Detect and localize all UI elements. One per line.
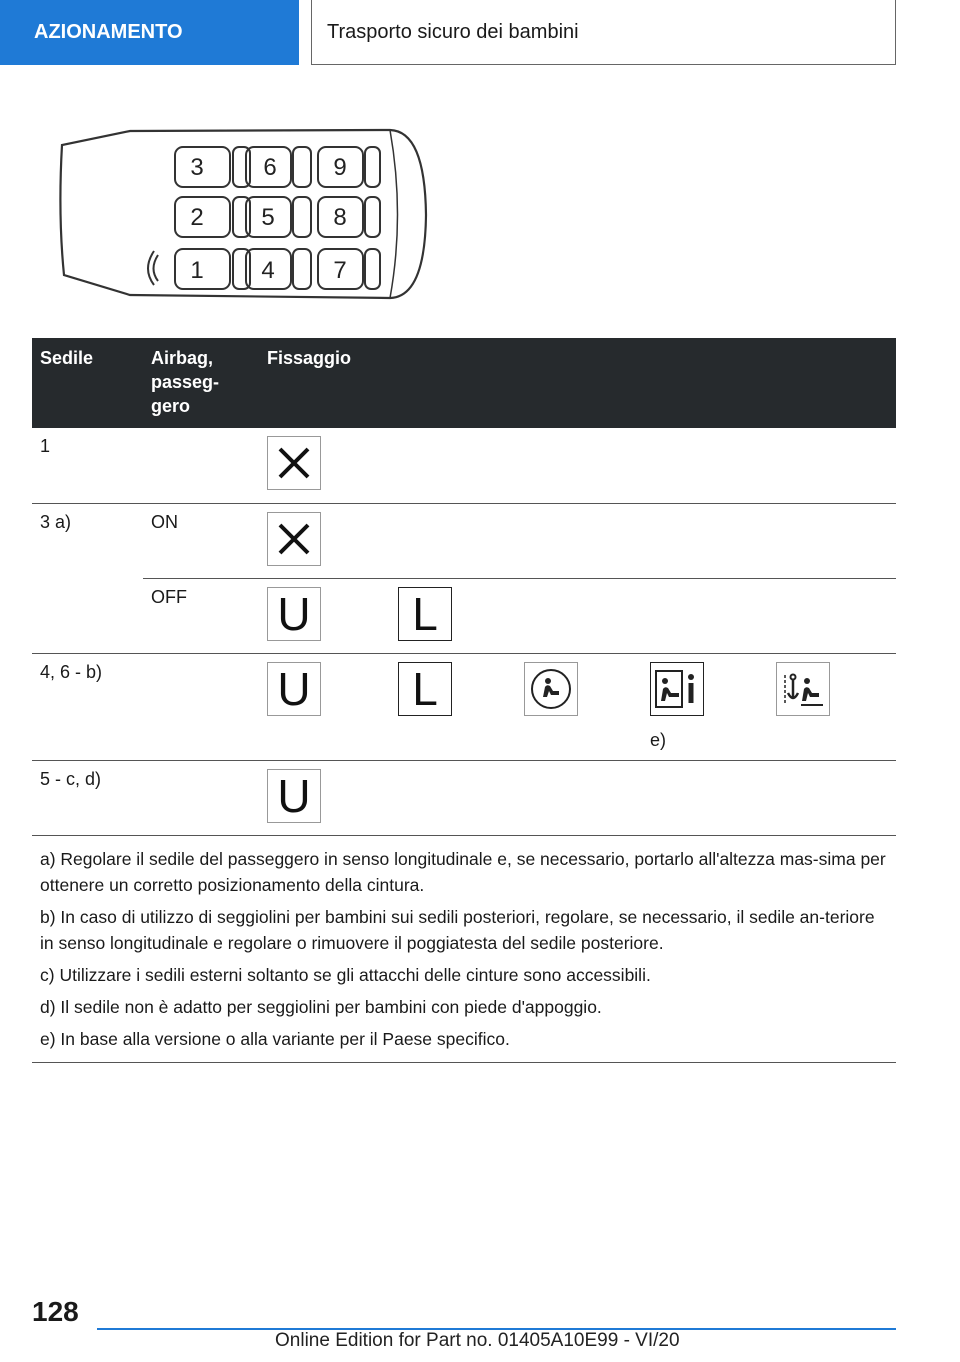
- footnote-c: c) Utilizzare i sedili esterni soltanto se gli attacchi delle cinture sono accessibili.: [40, 964, 651, 985]
- table-row: [32, 428, 896, 503]
- seat-number-9: 9: [333, 154, 347, 181]
- notes-row: [32, 835, 896, 1062]
- airbag-cell: ON: [143, 503, 259, 578]
- seat-number-6: 6: [263, 154, 277, 181]
- section-tab: AZIONAMENTO: [0, 0, 299, 65]
- header-airbag: Airbag, passeg- gero: [143, 338, 259, 428]
- fixing-cell: [259, 653, 896, 760]
- notes-cell: [32, 835, 896, 1062]
- seat-layout-diagram: [50, 125, 430, 303]
- footnote-b: b) In caso di utilizzo di seggiolini per bambini sui sedili posteriori, regolare, se necessario, il sedile an-teriore in senso longitudinale e regolare o rimuovere il poggiatesta del sedile posteriore.: [40, 906, 875, 953]
- fixing-cell: [259, 503, 896, 578]
- footnote-e: e) In base alla versione o alla variante per il Paese specifico.: [40, 1028, 510, 1049]
- footnote-d: d) Il sedile non è adatto per seggiolini per bambini con piede d'appoggio.: [40, 996, 602, 1017]
- airbag-cell: OFF: [143, 578, 259, 653]
- edition-text: Online Edition for Part no. 01405A10E99 - VI/20: [275, 1330, 680, 1351]
- universal-icon: U: [267, 662, 321, 716]
- table-row: [32, 503, 896, 578]
- not-allowed-icon: [267, 436, 321, 490]
- seat-cell: 5 - c, d): [32, 760, 143, 835]
- seat-number-7: 7: [333, 257, 347, 284]
- semi-universal-icon: L: [398, 662, 452, 716]
- table-header-row: [32, 338, 896, 428]
- seat-number-5: 5: [261, 204, 275, 231]
- seat-number-8: 8: [333, 204, 347, 231]
- fixing-cell: [259, 428, 896, 503]
- isofix-anchor-icon: [776, 662, 830, 716]
- airbag-cell: [143, 653, 259, 760]
- seat-number-1: 1: [190, 257, 204, 284]
- page-title: Trasporto sicuro dei bambini: [311, 0, 896, 65]
- seat-number-4: 4: [261, 257, 275, 284]
- car-outline: [60, 130, 426, 298]
- footnote-a: a) Regolare il sedile del passeggero in senso longitudinale e, se necessario, portarlo all'altezza mas-sima per ottenere un corretto posizionamento della cintura.: [40, 848, 886, 895]
- fixing-cell: [259, 578, 896, 653]
- table-row: [32, 760, 896, 835]
- steering-wheel-icon: [148, 251, 158, 285]
- child-seat-table: [32, 338, 896, 1063]
- fixing-cell: [259, 760, 896, 835]
- semi-universal-icon: L: [398, 587, 452, 641]
- i-size-seat-icon: [524, 662, 578, 716]
- universal-icon: U: [267, 769, 321, 823]
- seat-cell: 3 a): [32, 503, 143, 653]
- table-row: [32, 653, 896, 760]
- airbag-cell: [143, 760, 259, 835]
- universal-icon: U: [267, 587, 321, 641]
- seat-number-2: 2: [190, 204, 204, 231]
- page-number: 128: [32, 1296, 79, 1327]
- airbag-cell: [143, 428, 259, 503]
- isofix-i-size-icon: [650, 662, 704, 716]
- header-seat: Sedile: [32, 338, 143, 428]
- table-row: [32, 578, 896, 653]
- seat-number-3: 3: [190, 154, 204, 181]
- seat-cell: 1: [32, 428, 143, 503]
- header-fixing: Fissaggio: [259, 338, 896, 428]
- not-allowed-icon: [267, 512, 321, 566]
- version-note-marker: e): [650, 729, 667, 750]
- seat-cell: 4, 6 - b): [32, 653, 143, 760]
